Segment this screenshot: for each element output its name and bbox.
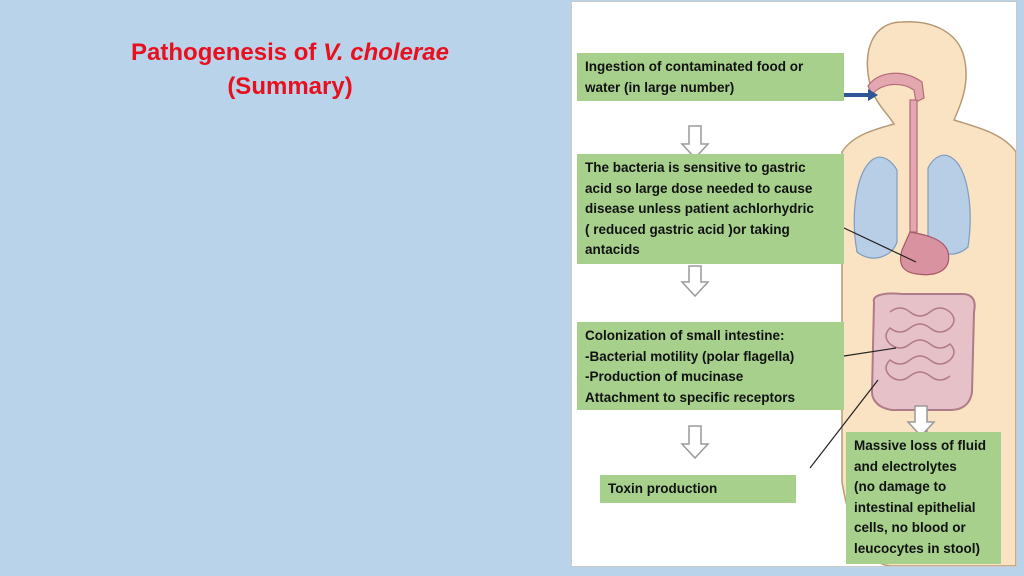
down-arrow-2 (682, 266, 708, 296)
down-arrow-3 (682, 426, 708, 458)
step-gastric-acid: The bacteria is sensitive to gastric acid so large dose needed to cause disease unless patient achlorhydric ( reduced gastric acid )or taking antacids (577, 154, 844, 264)
step-colonization: Colonization of small intestine: -Bacterial motility (polar flagella) -Production of mucinase Attachment to specific receptors (577, 322, 844, 410)
step-ingestion: Ingestion of contaminated food or water (in large number) (577, 53, 844, 101)
title-italic: V. cholerae (323, 39, 449, 66)
esophagus (910, 100, 917, 232)
title-line2: (Summary) (227, 73, 353, 100)
large-intestine (872, 293, 975, 410)
diagram-panel (571, 1, 1017, 567)
step-fluid-loss: Massive loss of fluid and electrolytes (no damage to intestinal epithelial cells, no blood or leucocytes in stool) (846, 432, 1001, 564)
step-toxin-production: Toxin production (600, 475, 796, 503)
slide-title (60, 36, 520, 104)
title-prefix: Pathogenesis of (131, 39, 324, 66)
